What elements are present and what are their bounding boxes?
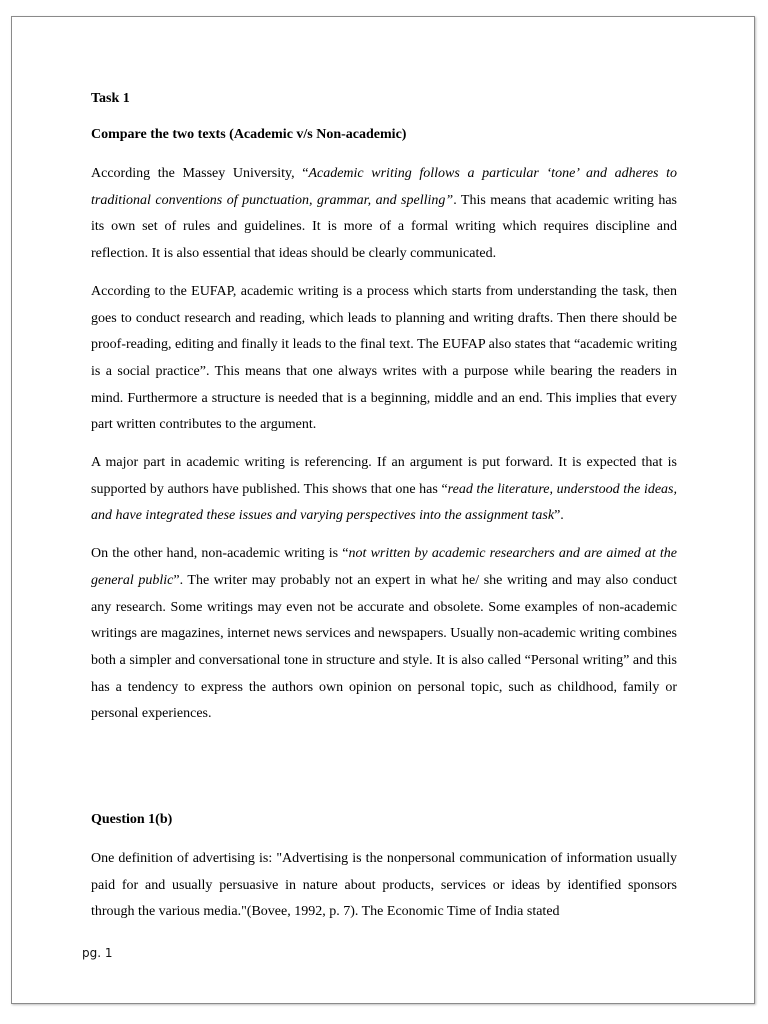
paragraph-massey bbox=[91, 161, 677, 268]
spacer bbox=[91, 739, 677, 810]
task-title: Task 1 bbox=[91, 91, 130, 106]
paragraph-advertising: One definition of advertising is: "Advertising is the nonpersonal communication of information usually paid for and usually persuasive in nature about products, services or ideas by identified sponsors through the various media."(Bovee, 1992, p. 7). The Economic Time of India stated bbox=[91, 851, 677, 920]
paragraph-text: A major part in academic writing is referencing. If an argument is put forward. It is expected that is supported by authors have published. This shows that one has “ bbox=[91, 455, 677, 497]
paragraph-text: On the other hand, non-academic writing is “ bbox=[91, 546, 349, 562]
document-page bbox=[11, 16, 755, 1004]
paragraph-non-academic bbox=[91, 541, 677, 728]
quote-text: read the literature, understood the ideas, and have integrated these issues and varying perspectives into the assignment task bbox=[91, 481, 678, 524]
paragraph-text: According the Massey University, “ bbox=[91, 166, 309, 181]
section-heading: Compare the two texts (Academic v/s Non-academic) bbox=[91, 127, 407, 142]
paragraph-text: ”. bbox=[554, 508, 564, 524]
paragraph-text: ”. The writer may probably not an expert in what he/ she writing and may also conduct any research. Some writings may even not be accurate and obsolete. Some examples of non-academic writings are magazines, internet news services and newspapers. Usually non-academic writing combines both a simpler and conversational tone in structure and style. It is also called “Personal writing” and this has a tendency to express the authors own opinion on personal topic, such as childhood, family or personal experiences. bbox=[91, 572, 677, 722]
paragraph-eufap: According to the EUFAP, academic writing is a process which starts from understanding the task, then goes to conduct research and reading, which leads to planning and writing drafts. Then there should be proof-reading, editing and finally it leads to the final text. The EUFAP also states that “academic writing is a social practice”. This means that one always writes with a purpose while bearing the readers in mind. Furthermore a structure is needed that is a beginning, middle and an end. This implies that every part written contributes to the argument. bbox=[91, 283, 677, 433]
quote-text: not written by academic researchers and are aimed at the general public bbox=[91, 546, 677, 588]
question-heading: Question 1(b) bbox=[91, 812, 173, 828]
page-content bbox=[91, 89, 677, 937]
paragraph-referencing bbox=[91, 450, 677, 530]
paragraph-text: . This means that academic writing has its own set of rules and guidelines. It is more of a formal writing which requires discipline and reflection. It is also essential that ideas should be clearly communicated. bbox=[91, 192, 677, 262]
page-number: pg. 1 bbox=[82, 946, 113, 960]
quote-text: Academic writing follows a particular ‘tone’ and adheres to traditional conventions of punctuation, grammar, and spelling” bbox=[91, 166, 678, 208]
